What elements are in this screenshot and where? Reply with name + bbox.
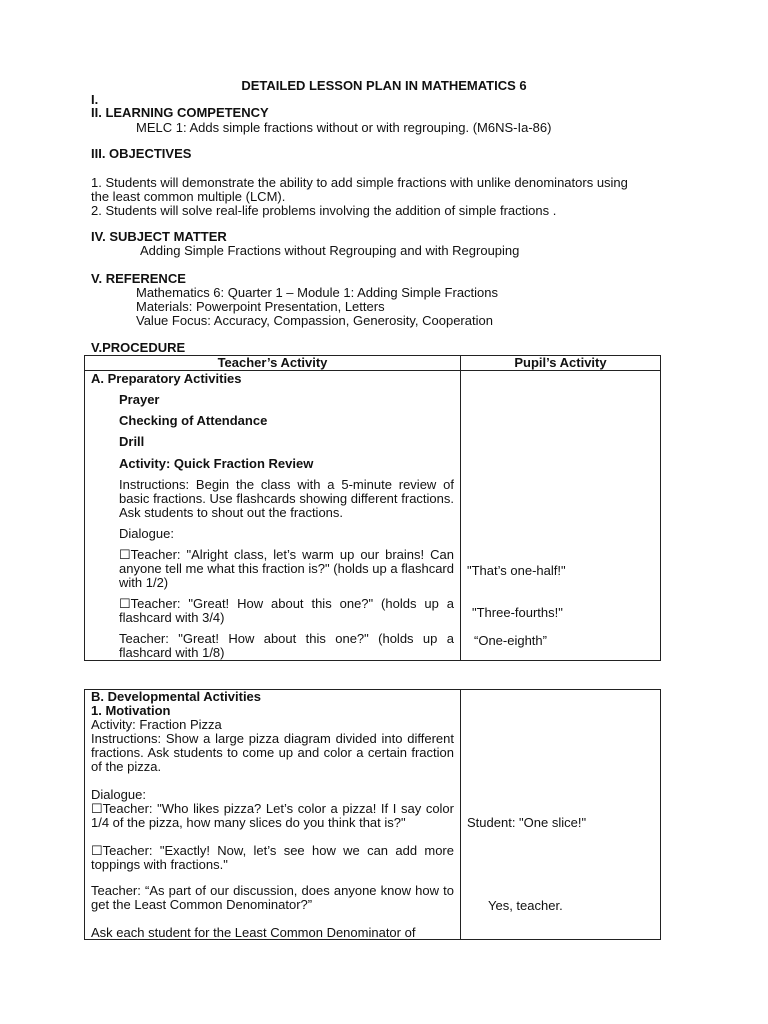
teacher-activity-header: Teacher’s Activity bbox=[85, 356, 461, 371]
prep-pupil-answer-3: “One-eighth” bbox=[474, 633, 547, 648]
reference-line-2: Materials: Powerpoint Presentation, Letters bbox=[136, 299, 385, 314]
dev-activity-title: Activity: Fraction Pizza bbox=[91, 717, 222, 732]
table-row bbox=[85, 690, 661, 940]
procedure-table-preparatory bbox=[84, 355, 661, 661]
reference-line-3: Value Focus: Accuracy, Compassion, Generosity, Cooperation bbox=[136, 313, 493, 328]
prep-teacher-line-3: Teacher: "Great! How about this one?" (holds up a flashcard with 1/8) bbox=[119, 631, 454, 660]
prep-instructions: Instructions: Begin the class with a 5-minute review of basic fractions. Use flashcards showing different fractions. Ask students to shout out the fractions. bbox=[119, 477, 454, 520]
objective-2: 2. Students will solve real-life problems involving the addition of simple fractions . bbox=[91, 203, 557, 218]
dev-teacher-line-2: ☐Teacher: "Exactly! Now, let’s see how we can add more toppings with fractions." bbox=[91, 843, 454, 872]
preparatory-heading: A. Preparatory Activities bbox=[91, 371, 242, 386]
procedure-table-developmental bbox=[84, 689, 661, 940]
dev-teacher-line-4: Ask each student for the Least Common Denominator of bbox=[91, 925, 416, 940]
subject-matter-heading: IV. SUBJECT MATTER bbox=[91, 229, 227, 244]
subject-matter-text: Adding Simple Fractions without Regrouping and with Regrouping bbox=[140, 243, 520, 258]
pupil-activity-cell bbox=[461, 690, 661, 940]
dev-instructions: Instructions: Show a large pizza diagram divided into different fractions. Ask students to come up and color a certain fraction of the pizza. bbox=[91, 731, 454, 774]
prep-activity-title: Activity: Quick Fraction Review bbox=[119, 456, 314, 471]
objectives-heading: III. OBJECTIVES bbox=[91, 146, 192, 161]
prep-dialogue-label: Dialogue: bbox=[119, 526, 174, 541]
section-i-heading: I. bbox=[91, 92, 99, 107]
objective-1-line-2: the least common multiple (LCM). bbox=[91, 189, 286, 204]
learning-competency-heading: II. LEARNING COMPETENCY bbox=[91, 105, 269, 120]
pupil-activity-header: Pupil’s Activity bbox=[461, 356, 661, 371]
dev-teacher-line-3: Teacher: “As part of our discussion, does anyone know how to get the Least Common Denominator?” bbox=[91, 883, 454, 912]
prep-teacher-line-1: ☐Teacher: "Alright class, let’s warm up our brains! Can anyone tell me what this fraction is?" (holds up a flashcard with 1/2) bbox=[119, 547, 454, 590]
teacher-activity-cell bbox=[85, 371, 461, 661]
drill-label: Drill bbox=[119, 434, 145, 449]
table-header-row bbox=[85, 356, 661, 371]
attendance-label: Checking of Attendance bbox=[119, 413, 268, 428]
prep-pupil-answer-2: "Three-fourths!" bbox=[472, 605, 563, 620]
developmental-heading: B. Developmental Activities bbox=[91, 689, 262, 704]
reference-heading: V. REFERENCE bbox=[91, 271, 186, 286]
prep-pupil-answer-1: "That’s one-half!" bbox=[467, 563, 566, 578]
teacher-activity-cell bbox=[85, 690, 461, 940]
prep-teacher-line-2: ☐Teacher: "Great! How about this one?" (holds up a flashcard with 3/4) bbox=[119, 596, 454, 625]
table-row bbox=[85, 371, 661, 661]
prayer-label: Prayer bbox=[119, 392, 160, 407]
pupil-activity-cell bbox=[461, 371, 661, 661]
dev-dialogue-label: Dialogue: bbox=[91, 787, 146, 802]
objective-1-line-1: 1. Students will demonstrate the ability to add simple fractions with unlike denominators using bbox=[91, 175, 628, 190]
dev-pupil-answer-1: Student: "One slice!" bbox=[467, 815, 587, 830]
procedure-heading: V.PROCEDURE bbox=[91, 340, 186, 355]
dev-pupil-answer-3: Yes, teacher. bbox=[488, 898, 563, 913]
motivation-heading: 1. Motivation bbox=[91, 703, 171, 718]
page-title: DETAILED LESSON PLAN IN MATHEMATICS 6 bbox=[241, 78, 527, 93]
dev-teacher-line-1: ☐Teacher: "Who likes pizza? Let’s color a pizza! If I say color 1/4 of the pizza, how many slices do you think that is?" bbox=[91, 801, 454, 830]
reference-line-1: Mathematics 6: Quarter 1 – Module 1: Adding Simple Fractions bbox=[136, 285, 499, 300]
learning-competency-text: MELC 1: Adds simple fractions without or with regrouping. (M6NS-Ia-86) bbox=[136, 120, 552, 135]
